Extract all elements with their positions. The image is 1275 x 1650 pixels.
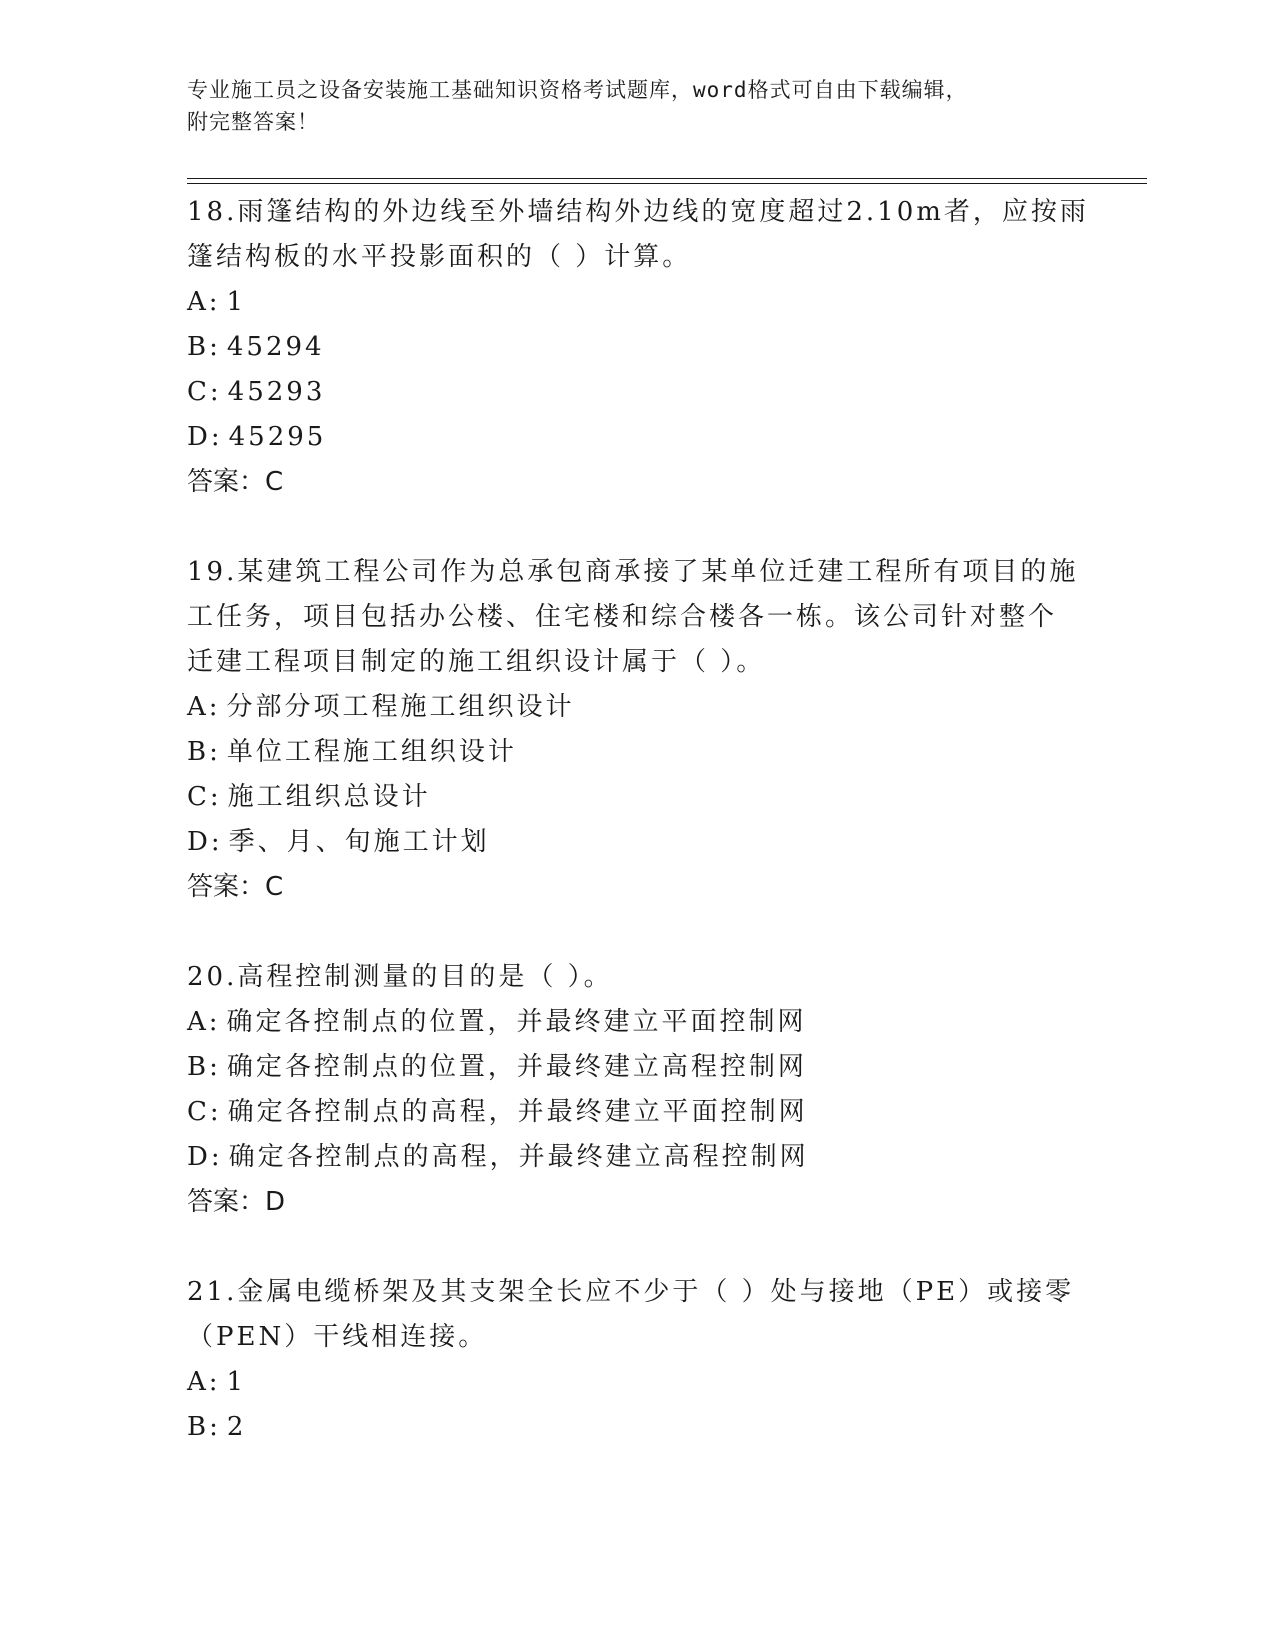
option-separator: : bbox=[209, 332, 221, 362]
option-text: 施工组织总设计 bbox=[227, 782, 431, 812]
option-separator: : bbox=[208, 287, 221, 317]
header-line-2: 附完整答案！ bbox=[187, 110, 319, 134]
question-block bbox=[187, 955, 1087, 1225]
option-text: 单位工程施工组织设计 bbox=[226, 737, 517, 767]
option-text: 2 bbox=[226, 1412, 247, 1442]
answer-key: 答案：C bbox=[187, 467, 284, 497]
answer-option bbox=[187, 775, 1087, 820]
question-stem-line: 篷结构板的水平投影面积的（ ）计算。 bbox=[187, 242, 692, 272]
answer-option bbox=[187, 820, 1087, 865]
option-text: 确定各控制点的位置，并最终建立高程控制网 bbox=[226, 1052, 807, 1082]
option-letter: B bbox=[187, 1412, 210, 1442]
answer-option bbox=[187, 1000, 1087, 1045]
option-separator: : bbox=[209, 377, 222, 407]
option-separator: : bbox=[209, 1097, 222, 1127]
option-text: 1 bbox=[226, 1367, 247, 1397]
option-letter: C bbox=[187, 377, 210, 407]
answer-option bbox=[187, 1360, 1087, 1405]
answer-option bbox=[187, 1405, 1087, 1450]
answer-option bbox=[187, 1045, 1087, 1090]
option-text: 分部分项工程施工组织设计 bbox=[226, 692, 575, 722]
option-letter: D bbox=[187, 422, 211, 452]
option-text: 确定各控制点的高程，并最终建立高程控制网 bbox=[228, 1142, 809, 1172]
option-letter: A bbox=[187, 692, 209, 722]
option-separator: : bbox=[210, 1142, 223, 1172]
answer-option bbox=[187, 685, 1087, 730]
option-separator: : bbox=[210, 827, 223, 857]
option-letter: B bbox=[187, 1052, 210, 1082]
option-separator: : bbox=[209, 1412, 221, 1442]
question-block bbox=[187, 1270, 1087, 1450]
header-divider-top bbox=[187, 178, 1147, 179]
option-letter: B bbox=[187, 332, 210, 362]
option-separator: : bbox=[209, 1052, 221, 1082]
option-letter: C bbox=[187, 782, 210, 812]
question-list bbox=[187, 190, 1087, 1495]
option-separator: : bbox=[209, 782, 222, 812]
question-stem-line: 20.高程控制测量的目的是（ ）。 bbox=[187, 962, 613, 992]
question-stem-line: 18.雨篷结构的外边线至外墙结构外边线的宽度超过2.10m者，应按雨 bbox=[187, 197, 1089, 227]
option-text: 45295 bbox=[228, 422, 327, 452]
option-text: 确定各控制点的高程，并最终建立平面控制网 bbox=[227, 1097, 808, 1127]
option-separator: : bbox=[209, 737, 221, 767]
header-line-1: 专业施工员之设备安装施工基础知识资格考试题库，word格式可自由下载编辑， bbox=[187, 78, 968, 102]
option-separator: : bbox=[208, 1367, 221, 1397]
question-block bbox=[187, 190, 1087, 505]
answer-option bbox=[187, 370, 1087, 415]
question-stem-line: 19.某建筑工程公司作为总承包商承接了某单位迁建工程所有项目的施 bbox=[187, 557, 1079, 587]
option-text: 确定各控制点的位置，并最终建立平面控制网 bbox=[226, 1007, 807, 1037]
option-letter: B bbox=[187, 737, 210, 767]
answer-option bbox=[187, 730, 1087, 775]
question-stem-line: 迁建工程项目制定的施工组织设计属于（ ）。 bbox=[187, 647, 766, 677]
option-letter: A bbox=[187, 1367, 209, 1397]
question-block bbox=[187, 550, 1087, 910]
option-letter: C bbox=[187, 1097, 210, 1127]
answer-option bbox=[187, 415, 1087, 460]
answer-key: 答案：C bbox=[187, 872, 284, 902]
option-text: 1 bbox=[226, 287, 247, 317]
option-text: 45294 bbox=[226, 332, 325, 362]
option-separator: : bbox=[208, 1007, 221, 1037]
question-stem-line: 21.金属电缆桥架及其支架全长应不少于（ ）处与接地（PE）或接零 bbox=[187, 1277, 1075, 1307]
option-separator: : bbox=[208, 692, 221, 722]
document-header bbox=[187, 74, 1087, 138]
answer-option bbox=[187, 1090, 1087, 1135]
question-stem-line: （PEN）干线相连接。 bbox=[187, 1322, 488, 1352]
option-letter: A bbox=[187, 287, 209, 317]
option-separator: : bbox=[210, 422, 223, 452]
answer-option bbox=[187, 1135, 1087, 1180]
header-divider-bottom bbox=[187, 183, 1147, 184]
option-text: 45293 bbox=[227, 377, 326, 407]
answer-option bbox=[187, 280, 1087, 325]
answer-key: 答案：D bbox=[187, 1187, 286, 1217]
question-stem-line: 工任务，项目包括办公楼、住宅楼和综合楼各一栋。该公司针对整个 bbox=[187, 602, 1058, 632]
option-letter: D bbox=[187, 1142, 211, 1172]
answer-option bbox=[187, 325, 1087, 370]
option-text: 季、月、旬施工计划 bbox=[228, 827, 490, 857]
option-letter: D bbox=[187, 827, 211, 857]
option-letter: A bbox=[187, 1007, 209, 1037]
